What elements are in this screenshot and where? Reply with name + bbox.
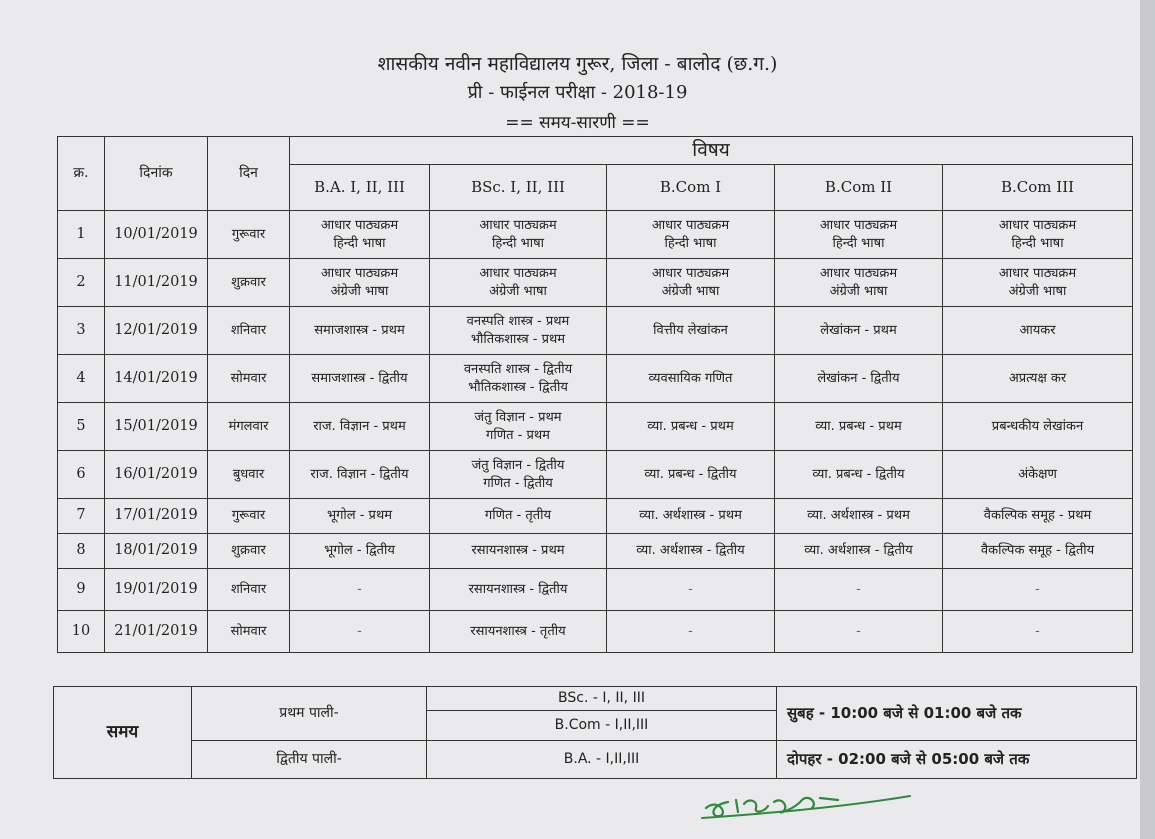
- subject-cell: व्या. अर्थशास्त्र - द्वितीय: [607, 534, 775, 569]
- subject-cell: आधार पाठ्यक्रम हिन्दी भाषा: [430, 211, 607, 259]
- subject-cell: -: [290, 611, 430, 653]
- table-row: [58, 534, 1133, 569]
- row-sr: 8: [58, 534, 105, 569]
- subject-cell: लेखांकन - प्रथम: [775, 307, 943, 355]
- row-date: 15/01/2019: [105, 403, 208, 451]
- row-sr: 6: [58, 451, 105, 499]
- row-date: 10/01/2019: [105, 211, 208, 259]
- row-date: 14/01/2019: [105, 355, 208, 403]
- row-date: 11/01/2019: [105, 259, 208, 307]
- subject-cell: प्रबन्धकीय लेखांकन: [943, 403, 1133, 451]
- shift2-time: दोपहर - 02:00 बजे से 05:00 बजे तक: [777, 741, 1137, 779]
- subject-cell: -: [943, 611, 1133, 653]
- subject-cell: -: [290, 569, 430, 611]
- row-date: 21/01/2019: [105, 611, 208, 653]
- row-date: 18/01/2019: [105, 534, 208, 569]
- row-sr: 10: [58, 611, 105, 653]
- row-sr: 1: [58, 211, 105, 259]
- subject-cell: रसायनशास्त्र - द्वितीय: [430, 569, 607, 611]
- row-day: गुरूवार: [208, 499, 290, 534]
- subject-cell: समाजशास्त्र - द्वितीय: [290, 355, 430, 403]
- subject-cell: व्या. प्रबन्ध - प्रथम: [775, 403, 943, 451]
- shift1-course-bcom: B.Com - I,II,III: [427, 711, 777, 741]
- subject-cell: व्या. अर्थशास्त्र - प्रथम: [775, 499, 943, 534]
- exam-title: प्री - फाईनल परीक्षा - 2018-19: [467, 82, 688, 103]
- subject-cell: आधार पाठ्यक्रम हिन्दी भाषा: [775, 211, 943, 259]
- table-row: [58, 611, 1133, 653]
- subject-cell: अप्रत्यक्ष कर: [943, 355, 1133, 403]
- table-row: [58, 211, 1133, 259]
- row-day: शुक्रवार: [208, 534, 290, 569]
- subject-cell: जंतु विज्ञान - द्वितीय गणित - द्वितीय: [430, 451, 607, 499]
- shift1-course-bsc: BSc. - I, II, III: [427, 687, 777, 711]
- row-sr: 2: [58, 259, 105, 307]
- subject-cell: जंतु विज्ञान - प्रथम गणित - प्रथम: [430, 403, 607, 451]
- course-header: B.Com II: [775, 165, 943, 211]
- subject-cell: अंकेक्षण: [943, 451, 1133, 499]
- row-date: 12/01/2019: [105, 307, 208, 355]
- subject-cell: वनस्पति शास्त्र - प्रथम भौतिकशास्त्र - प्रथम: [430, 307, 607, 355]
- subject-cell: आधार पाठ्यक्रम अंग्रेजी भाषा: [290, 259, 430, 307]
- subject-cell: आधार पाठ्यक्रम हिन्दी भाषा: [943, 211, 1133, 259]
- subject-cell: आधार पाठ्यक्रम अंग्रेजी भाषा: [775, 259, 943, 307]
- table-row: [58, 569, 1133, 611]
- subject-cell: व्या. प्रबन्ध - द्वितीय: [775, 451, 943, 499]
- shift1-label: प्रथम पाली-: [192, 687, 427, 741]
- subject-cell: भूगोल - प्रथम: [290, 499, 430, 534]
- course-header: B.Com I: [607, 165, 775, 211]
- subject-cell: वैकल्पिक समूह - प्रथम: [943, 499, 1133, 534]
- subject-cell: -: [775, 569, 943, 611]
- row-day: गुरूवार: [208, 211, 290, 259]
- row-date: 16/01/2019: [105, 451, 208, 499]
- subject-cell: व्या. प्रबन्ध - प्रथम: [607, 403, 775, 451]
- subject-cell: लेखांकन - द्वितीय: [775, 355, 943, 403]
- row-day: सोमवार: [208, 355, 290, 403]
- subject-cell: आधार पाठ्यक्रम अंग्रेजी भाषा: [943, 259, 1133, 307]
- subject-cell: व्यवसायिक गणित: [607, 355, 775, 403]
- subject-cell: आधार पाठ्यक्रम हिन्दी भाषा: [290, 211, 430, 259]
- subject-cell: आधार पाठ्यक्रम अंग्रेजी भाषा: [430, 259, 607, 307]
- table-row: [58, 259, 1133, 307]
- col-header-date: दिनांक: [105, 137, 208, 211]
- row-day: शनिवार: [208, 307, 290, 355]
- subject-cell: वनस्पति शास्त्र - द्वितीय भौतिकशास्त्र - द्वितीय: [430, 355, 607, 403]
- row-sr: 7: [58, 499, 105, 534]
- subject-cell: भूगोल - द्वितीय: [290, 534, 430, 569]
- timetable-title: == समय-सारणी ==: [505, 113, 650, 133]
- course-header: BSc. I, II, III: [430, 165, 607, 211]
- subject-cell: गणित - तृतीय: [430, 499, 607, 534]
- row-day: सोमवार: [208, 611, 290, 653]
- table-row: [58, 403, 1133, 451]
- course-header: B.Com III: [943, 165, 1133, 211]
- row-date: 17/01/2019: [105, 499, 208, 534]
- subject-cell: वैकल्पिक समूह - द्वितीय: [943, 534, 1133, 569]
- row-date: 19/01/2019: [105, 569, 208, 611]
- subject-cell: व्या. अर्थशास्त्र - प्रथम: [607, 499, 775, 534]
- table-row: [58, 355, 1133, 403]
- row-sr: 5: [58, 403, 105, 451]
- subject-cell: रसायनशास्त्र - तृतीय: [430, 611, 607, 653]
- subject-cell: व्या. प्रबन्ध - द्वितीय: [607, 451, 775, 499]
- subject-cell: -: [607, 611, 775, 653]
- col-header-day: दिन: [208, 137, 290, 211]
- timetable: [57, 136, 1133, 653]
- subject-cell: आधार पाठ्यक्रम अंग्रेजी भाषा: [607, 259, 775, 307]
- subject-cell: आधार पाठ्यक्रम हिन्दी भाषा: [607, 211, 775, 259]
- shift2-label: द्वितीय पाली-: [192, 741, 427, 779]
- shift1-time: सुबह - 10:00 बजे से 01:00 बजे तक: [777, 687, 1137, 741]
- subject-cell: राज. विज्ञान - प्रथम: [290, 403, 430, 451]
- signature: [698, 778, 928, 828]
- table-row: [58, 307, 1133, 355]
- subject-cell: राज. विज्ञान - द्वितीय: [290, 451, 430, 499]
- timing-label: समय: [54, 687, 192, 779]
- subject-header: विषय: [290, 137, 1133, 165]
- shift2-course: B.A. - I,II,III: [427, 741, 777, 779]
- subject-cell: -: [943, 569, 1133, 611]
- row-day: मंगलवार: [208, 403, 290, 451]
- col-header-sr: क्र.: [58, 137, 105, 211]
- subject-cell: समाजशास्त्र - प्रथम: [290, 307, 430, 355]
- subject-cell: -: [607, 569, 775, 611]
- table-row: [58, 499, 1133, 534]
- subject-cell: आयकर: [943, 307, 1133, 355]
- row-sr: 4: [58, 355, 105, 403]
- row-sr: 3: [58, 307, 105, 355]
- table-row: [58, 451, 1133, 499]
- subject-cell: व्या. अर्थशास्त्र - द्वितीय: [775, 534, 943, 569]
- course-header: B.A. I, II, III: [290, 165, 430, 211]
- row-sr: 9: [58, 569, 105, 611]
- row-day: शुक्रवार: [208, 259, 290, 307]
- row-day: शनिवार: [208, 569, 290, 611]
- timing-table: [53, 686, 1137, 779]
- row-day: बुधवार: [208, 451, 290, 499]
- subject-cell: -: [775, 611, 943, 653]
- subject-cell: वित्तीय लेखांकन: [607, 307, 775, 355]
- college-title: शासकीय नवीन महाविद्यालय गुरूर, जिला - बालोद (छ.ग.): [377, 53, 778, 75]
- subject-cell: रसायनशास्त्र - प्रथम: [430, 534, 607, 569]
